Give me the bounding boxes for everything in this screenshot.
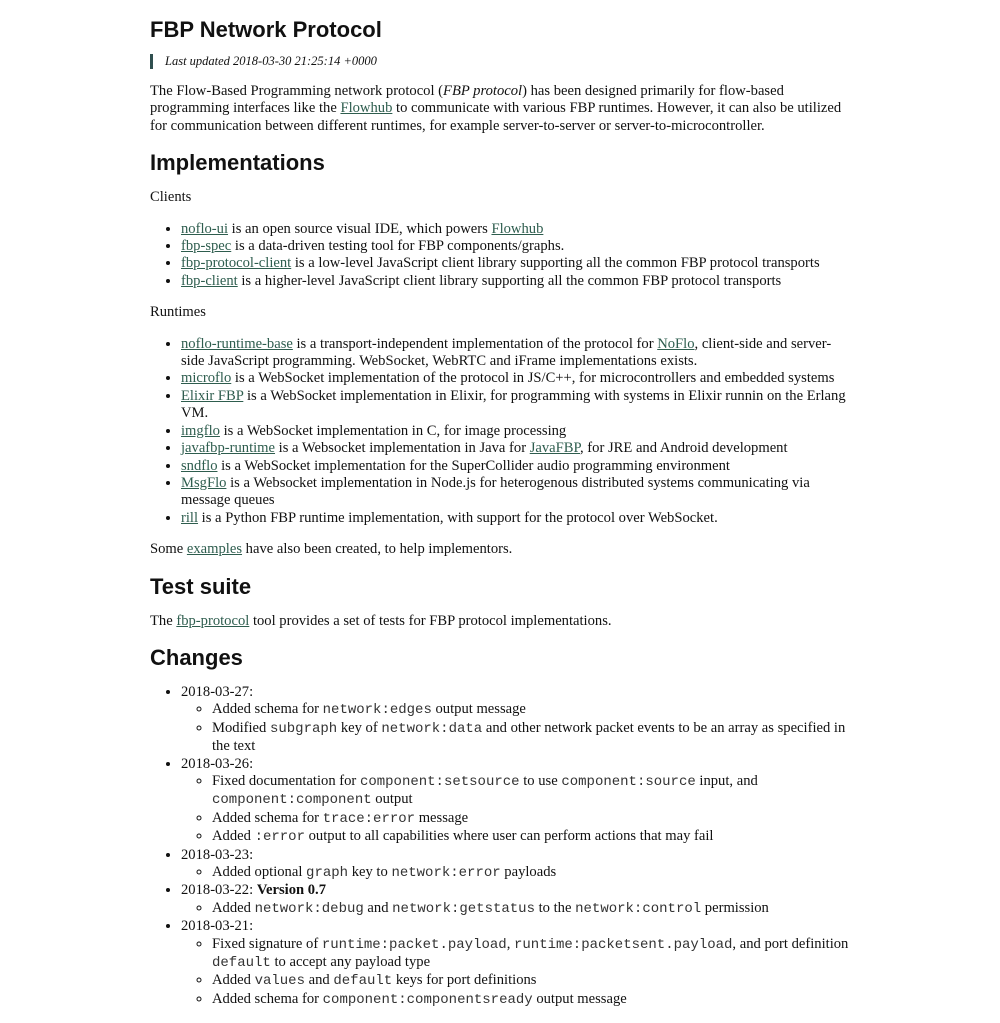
item-text: is a Websocket implementation in Node.js for heterogenous distributed systems communicating via message queues (181, 474, 810, 509)
code-snippet: runtime:packetsent.payload (513, 936, 733, 953)
fbp-spec-link[interactable]: fbp-spec (181, 238, 232, 255)
item-text: is a Python FBP runtime implementation, with support for the protocol over WebSocket. (198, 509, 718, 526)
change-text: Added (212, 899, 255, 916)
examples-text: have also been created, to help implementors. (242, 541, 513, 558)
changes-heading: Changes (150, 644, 243, 670)
change-text: keys for port definitions (392, 972, 537, 989)
change-text: input, and (695, 772, 758, 789)
item-text: is a WebSocket implementation in Elixir, for programming with systems in Elixir runnin on the Erlang VM. (181, 387, 846, 422)
code-snippet: component:componentsready (322, 991, 533, 1008)
test-suite-paragraph (150, 613, 850, 630)
code-snippet: graph (306, 865, 349, 881)
change-item (212, 972, 850, 990)
implementations-heading: Implementations (150, 150, 325, 176)
list-item (181, 255, 850, 272)
change-text: Added optional (212, 864, 307, 880)
change-date: 2018-03-26: (181, 755, 254, 772)
version-label: Version 0.7 (256, 882, 327, 899)
list-item (181, 423, 850, 440)
code-snippet: subgraph (269, 720, 338, 737)
change-entry (181, 756, 850, 847)
change-items (181, 900, 850, 918)
change-text: Added schema for (212, 990, 323, 1007)
change-text: to use (519, 772, 562, 789)
intro-paragraph (150, 83, 850, 135)
change-item (212, 701, 850, 719)
change-text: Added (212, 828, 255, 845)
test-suite-text: The (150, 612, 177, 629)
change-text: message (415, 809, 469, 826)
list-item (181, 458, 850, 475)
code-snippet: network:data (381, 720, 483, 737)
code-snippet: runtime:packet.payload (321, 936, 507, 953)
item-text: is a low-level JavaScript client library supporting all the common FBP protocol transports (291, 255, 820, 272)
item-text: is a WebSocket implementation of the protocol in JS/C++, for microcontrollers and embedded systems (231, 370, 835, 387)
item-text: is a WebSocket implementation for the SuperCollider audio programming environment (217, 457, 730, 474)
code-snippet: component:setsource (359, 773, 520, 790)
code-snippet: network:control (575, 900, 702, 917)
noflo-ui-link[interactable]: noflo-ui (181, 220, 229, 237)
clients-list (150, 221, 850, 291)
change-text: payloads (500, 864, 557, 880)
change-text: Added schema for (212, 809, 323, 826)
change-text: output message (532, 990, 627, 1007)
change-text: and other network packet events to be an array as specified in the text (212, 719, 846, 755)
change-entry (181, 847, 850, 883)
change-item (212, 936, 850, 973)
list-item (181, 475, 850, 510)
change-text: and (304, 972, 334, 989)
change-entry (181, 882, 850, 918)
rill-link[interactable]: rill (181, 509, 199, 526)
test-suite-heading: Test suite (150, 573, 252, 599)
last-updated: Last updated 2018-03-30 21:25:14 +0000 (150, 54, 850, 69)
change-text: output to all capabilities where user can perform actions that may fail (304, 828, 714, 845)
intro-text: to communicate with various FBP runtimes. However, it can also be utilized for communication between different runtimes, for example server-to-server or server-to-microcontroller. (150, 100, 842, 134)
change-date: 2018-03-22: (181, 882, 257, 899)
code-snippet: component:component (212, 792, 372, 809)
imgflo-link[interactable]: imgflo (181, 422, 220, 439)
change-text: output (371, 791, 413, 808)
change-items (181, 773, 850, 847)
change-text: permission (701, 899, 769, 916)
noflo-link[interactable]: NoFlo (657, 335, 695, 352)
change-date: 2018-03-23: (181, 846, 254, 863)
change-text: key of (337, 719, 382, 736)
intro-text: The Flow-Based Programming network protocol ( (150, 83, 444, 99)
page-title: FBP Network Protocol (150, 17, 382, 42)
change-text: Added (212, 972, 255, 989)
list-item (181, 273, 850, 290)
fbp-protocol-client-link[interactable]: fbp-protocol-client (181, 255, 292, 272)
javafbp-link[interactable]: JavaFBP (529, 440, 580, 457)
change-item (212, 828, 850, 846)
item-text: , for JRE and Android development (580, 440, 788, 457)
change-text: , (506, 935, 514, 952)
list-item (181, 336, 850, 371)
document (150, 16, 850, 1023)
examples-paragraph (150, 541, 850, 558)
flowhub-link[interactable]: Flowhub (340, 100, 393, 117)
change-text: Fixed signature of (212, 935, 322, 952)
change-text: to accept any payload type (270, 954, 431, 971)
change-text: Added schema for (212, 701, 323, 718)
list-item (181, 440, 850, 457)
change-item (212, 720, 850, 756)
change-item (212, 864, 850, 882)
code-snippet: :error (254, 829, 305, 846)
change-item (212, 773, 850, 810)
change-item (212, 991, 850, 1009)
changes-list (150, 684, 850, 1009)
list-item (181, 510, 850, 527)
change-date: 2018-03-27: (181, 683, 254, 700)
change-text: output message (431, 701, 526, 718)
runtimes-label: Runtimes (150, 304, 206, 321)
change-date: 2018-03-21: (181, 918, 254, 935)
code-snippet: default (212, 955, 271, 972)
examples-text: Some (150, 541, 187, 558)
runtimes-list (150, 336, 850, 527)
change-entry (181, 918, 850, 1009)
intro-emphasis: FBP protocol (443, 83, 523, 99)
code-snippet: component:source (561, 773, 696, 790)
flowhub-link[interactable]: Flowhub (491, 220, 544, 237)
sndflo-link[interactable]: sndflo (181, 457, 218, 474)
microflo-link[interactable]: microflo (181, 370, 232, 387)
list-item (181, 221, 850, 238)
clients-label: Clients (150, 189, 192, 206)
change-text: , and port definition (732, 935, 849, 952)
change-text: Modified (212, 719, 270, 736)
item-text: is a higher-level JavaScript client library supporting all the common FBP protocol transports (237, 272, 782, 289)
javafbp-runtime-link[interactable]: javafbp-runtime (181, 440, 276, 457)
test-suite-text: tool provides a set of tests for FBP protocol implementations. (249, 612, 612, 629)
examples-link[interactable]: examples (186, 541, 243, 558)
change-items (181, 864, 850, 882)
item-text: is a WebSocket implementation in C, for image processing (219, 422, 567, 439)
change-items (181, 701, 850, 755)
change-items (181, 936, 850, 1010)
fbp-protocol-link[interactable]: fbp-protocol (176, 612, 250, 629)
change-item (212, 810, 850, 828)
change-item (212, 900, 850, 918)
list-item (181, 388, 850, 423)
change-text: and (363, 899, 393, 916)
code-snippet: default (333, 973, 393, 990)
item-text: , client-side and server-side JavaScript programming. WebSocket, WebRTC and iFrame implementations exists. (181, 335, 832, 370)
item-text: is a data-driven testing tool for FBP components/graphs. (231, 238, 565, 255)
code-snippet: values (254, 973, 305, 990)
code-snippet: network:getstatus (392, 900, 535, 917)
msgflo-link[interactable]: MsgFlo (181, 474, 227, 491)
change-text: Fixed documentation for (212, 772, 360, 789)
item-text: is a Websocket implementation in Java for (275, 440, 530, 457)
code-snippet: network:edges (322, 702, 432, 719)
change-text: to the (534, 899, 576, 916)
elixir-fbp-link[interactable]: Elixir FBP (181, 387, 244, 404)
item-text: is a transport-independent implementation of the protocol for (292, 335, 658, 352)
item-text: is an open source visual IDE, which powers (228, 220, 492, 237)
fbp-client-link[interactable]: fbp-client (181, 272, 238, 289)
code-snippet: trace:error (322, 810, 416, 827)
change-text: key to (348, 864, 392, 880)
list-item (181, 238, 850, 255)
change-entry (181, 684, 850, 756)
list-item (181, 370, 850, 387)
noflo-runtime-base-link[interactable]: noflo-runtime-base (181, 335, 293, 352)
code-snippet: network:debug (254, 900, 364, 917)
intro-text: ) has been designed primarily for flow-based programming interfaces like the (150, 83, 784, 117)
code-snippet: network:error (391, 865, 501, 881)
